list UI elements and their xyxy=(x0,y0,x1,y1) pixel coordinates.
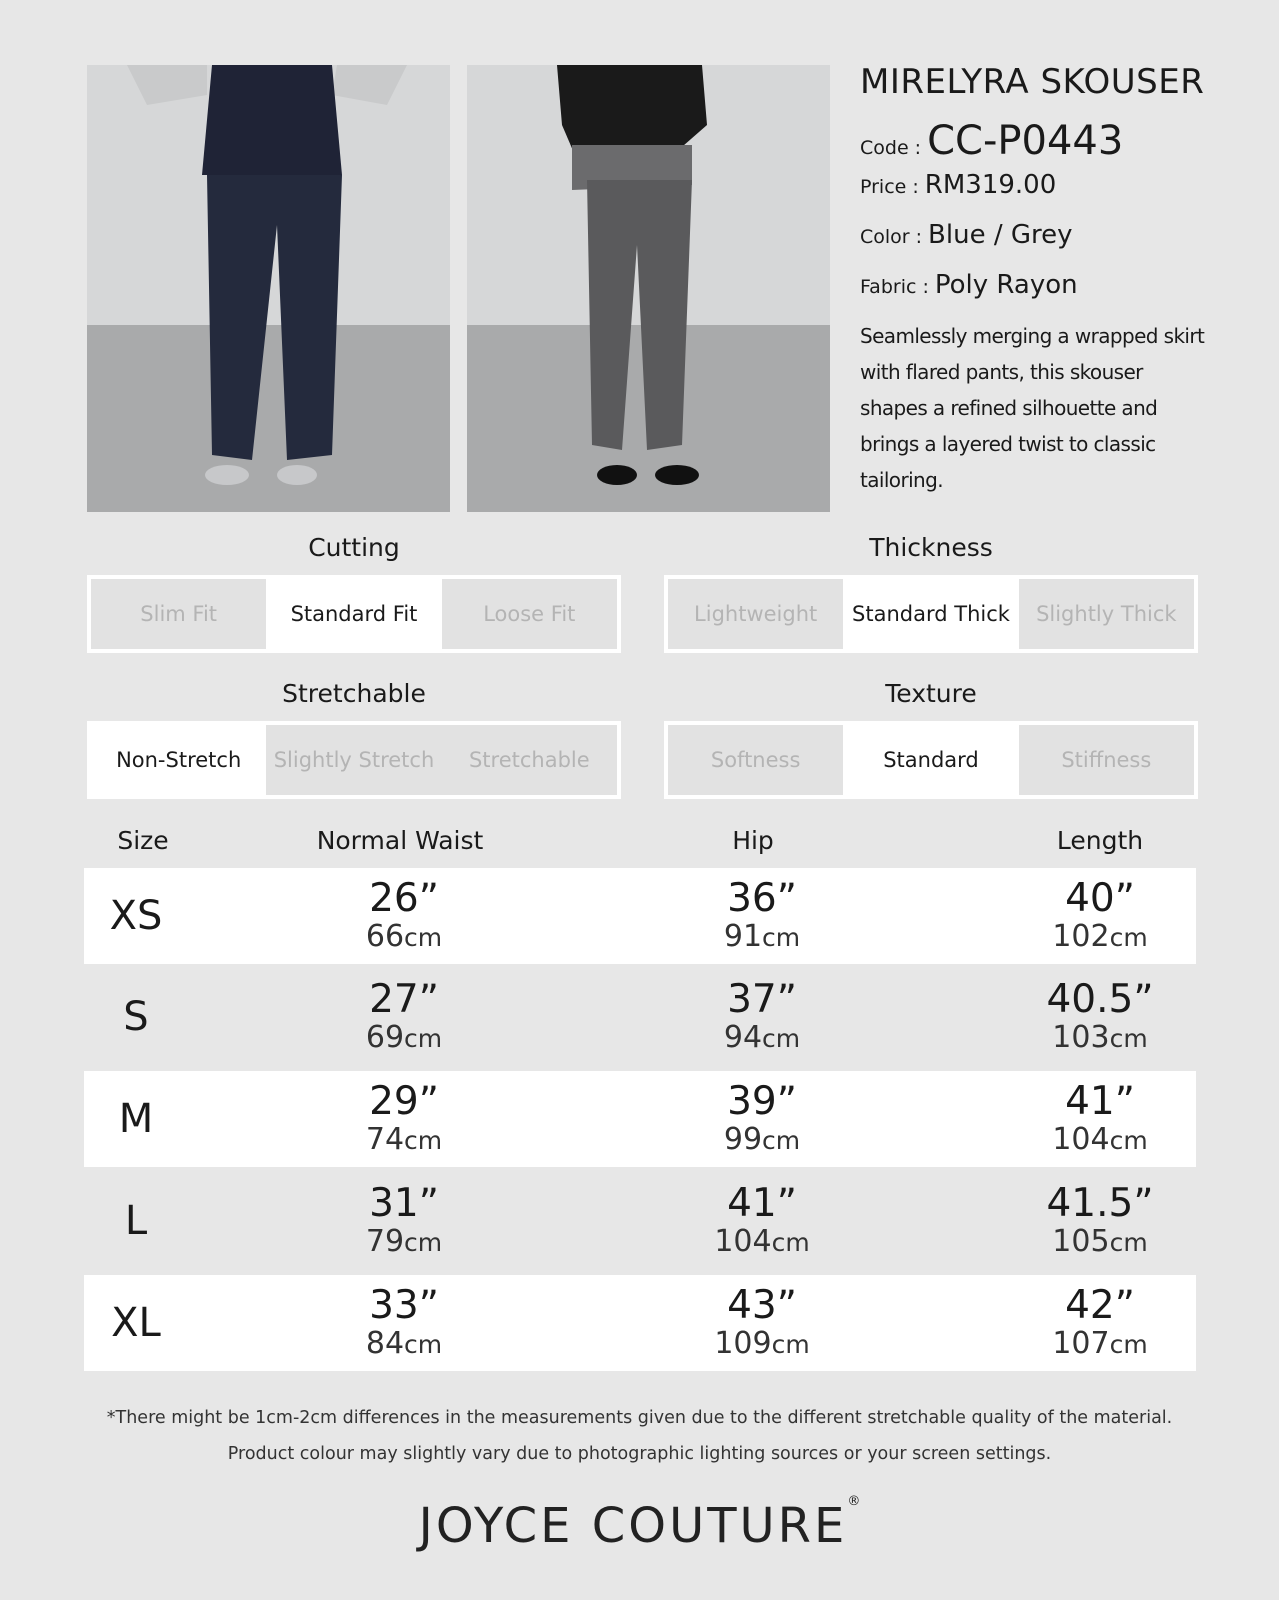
hip-cell xyxy=(714,1285,809,1362)
length-cm-value: 103 xyxy=(1052,1020,1110,1055)
product-code: CC-P0443 xyxy=(927,118,1124,164)
hip-cm-value: 104 xyxy=(714,1224,772,1259)
product-name: MIRELYRA SKOUSER xyxy=(860,62,1205,102)
waist-cell xyxy=(366,979,442,1056)
waist-cell xyxy=(366,1183,442,1260)
length-cm-value: 105 xyxy=(1052,1224,1110,1259)
waist-cm-value: 79 xyxy=(365,1224,405,1259)
waist-cm xyxy=(366,1225,442,1260)
length-cell xyxy=(1046,1183,1153,1260)
size-row xyxy=(84,1173,1196,1269)
waist-cm-value: 84 xyxy=(365,1326,405,1361)
hip-inches: 37” xyxy=(727,977,797,1022)
cm-unit: cm xyxy=(404,1330,443,1359)
length-cell xyxy=(1052,1285,1147,1362)
hip-cm-value: 91 xyxy=(723,919,763,954)
length-cm xyxy=(1052,1327,1147,1362)
hip-inches: 43” xyxy=(727,1283,797,1328)
colour-note: Product colour may slightly vary due to photographic lighting sources or your screen settings. xyxy=(227,1444,1052,1464)
size-label: XL xyxy=(111,1300,161,1346)
stretchable-option: Slightly Stretch xyxy=(266,725,441,795)
size-label: M xyxy=(118,1096,154,1142)
product-description: Seamlessly merging a wrapped skirt with flared pants, this skouser shapes a refined silhouette and brings a layered twist to classic tailoring. xyxy=(860,324,1205,492)
cutting-option: Loose Fit xyxy=(442,579,617,649)
waist-cm-value: 69 xyxy=(365,1020,405,1055)
price-label: Price : xyxy=(860,176,919,198)
cm-unit: cm xyxy=(762,1024,801,1053)
stretchable-title: Stretchable xyxy=(282,679,426,708)
size-row xyxy=(84,1071,1196,1167)
brand-logo xyxy=(0,1494,1279,1554)
hip-inches: 41” xyxy=(727,1181,797,1226)
cm-unit: cm xyxy=(771,1228,810,1257)
fabric-row xyxy=(860,270,1220,300)
hip-cm-value: 94 xyxy=(723,1020,763,1055)
cutting-title: Cutting xyxy=(308,533,400,562)
fabric-label: Fabric : xyxy=(860,276,929,298)
length-cm xyxy=(1046,1225,1153,1260)
length-inches: 41” xyxy=(1065,1079,1135,1124)
cm-unit: cm xyxy=(404,1126,443,1155)
color-value: Blue / Grey xyxy=(928,220,1073,250)
cm-unit: cm xyxy=(1109,923,1148,952)
hip-cm xyxy=(724,1123,800,1158)
waist-cm xyxy=(366,1021,442,1056)
cm-unit: cm xyxy=(1109,1024,1148,1053)
length-inches: 41.5” xyxy=(1046,1181,1154,1226)
length-inches: 40” xyxy=(1065,876,1135,921)
size-label: S xyxy=(123,994,149,1040)
texture-option: Stiffness xyxy=(1019,725,1194,795)
hip-inches: 36” xyxy=(727,876,797,921)
hip-cell xyxy=(714,1183,809,1260)
product-photo-blue xyxy=(87,65,450,512)
texture-selector xyxy=(664,721,1198,799)
hip-cm xyxy=(714,1225,809,1260)
waist-inches: 31” xyxy=(369,1181,439,1226)
product-code-row xyxy=(860,118,1220,164)
thickness-option: Slightly Thick xyxy=(1019,579,1194,649)
hip-cell xyxy=(724,979,800,1056)
cm-unit: cm xyxy=(1109,1330,1148,1359)
cutting-option: Standard Fit xyxy=(266,579,441,649)
thickness-title: Thickness xyxy=(869,533,993,562)
length-cm-value: 102 xyxy=(1052,919,1110,954)
length-inches: 42” xyxy=(1065,1283,1135,1328)
cm-unit: cm xyxy=(404,1228,443,1257)
waist-inches: 33” xyxy=(369,1283,439,1328)
length-cm xyxy=(1046,1021,1153,1056)
length-cell xyxy=(1046,979,1153,1056)
length-cm-value: 107 xyxy=(1052,1326,1110,1361)
length-cm xyxy=(1052,920,1147,955)
waist-cm xyxy=(366,1327,442,1362)
hip-cm xyxy=(714,1327,809,1362)
thickness-option: Standard Thick xyxy=(843,579,1018,649)
waist-cm-value: 66 xyxy=(365,919,405,954)
hip-cell xyxy=(724,1081,800,1158)
registered-mark: ® xyxy=(847,1494,861,1509)
hip-cm-value: 109 xyxy=(714,1326,772,1361)
size-row xyxy=(84,868,1196,964)
cutting-option: Slim Fit xyxy=(91,579,266,649)
size-label: XS xyxy=(109,893,163,939)
measurement-note: *There might be 1cm-2cm differences in the measurements given due to the different stretchable quality of the material. xyxy=(106,1408,1173,1428)
hip-header: Hip xyxy=(732,826,774,855)
stretchable-option: Non-Stretch xyxy=(91,725,266,795)
waist-inches: 29” xyxy=(369,1079,439,1124)
waist-cm-value: 74 xyxy=(365,1122,405,1157)
cutting-selector xyxy=(87,575,621,653)
waist-cell xyxy=(366,1081,442,1158)
length-cell xyxy=(1052,1081,1147,1158)
price-row xyxy=(860,170,1220,200)
hip-cm xyxy=(724,920,800,955)
length-cell xyxy=(1052,878,1147,955)
cm-unit: cm xyxy=(404,1024,443,1053)
fabric-value: Poly Rayon xyxy=(934,270,1078,300)
waist-cell xyxy=(366,878,442,955)
thickness-option: Lightweight xyxy=(668,579,843,649)
hip-inches: 39” xyxy=(727,1079,797,1124)
waist-header: Normal Waist xyxy=(316,826,484,855)
stretchable-option: Stretchable xyxy=(442,725,617,795)
texture-option: Softness xyxy=(668,725,843,795)
color-label: Color : xyxy=(860,226,923,248)
brand-name: JOYCE COUTURE xyxy=(418,1498,848,1554)
waist-inches: 27” xyxy=(369,977,439,1022)
size-label: L xyxy=(124,1198,148,1244)
waist-cell xyxy=(366,1285,442,1362)
product-photo-grey xyxy=(467,65,830,512)
waist-cm xyxy=(366,920,442,955)
cm-unit: cm xyxy=(1109,1228,1148,1257)
waist-cm xyxy=(366,1123,442,1158)
price-value: RM319.00 xyxy=(924,170,1057,200)
cm-unit: cm xyxy=(1109,1126,1148,1155)
hip-cm xyxy=(724,1021,800,1056)
hip-cell xyxy=(724,878,800,955)
length-inches: 40.5” xyxy=(1046,977,1154,1022)
length-header: Length xyxy=(1056,826,1144,855)
length-cm-value: 104 xyxy=(1052,1122,1110,1157)
cm-unit: cm xyxy=(404,923,443,952)
size-row xyxy=(84,1275,1196,1371)
size-row xyxy=(84,969,1196,1065)
product-info xyxy=(860,58,1220,498)
texture-title: Texture xyxy=(885,679,977,708)
cm-unit: cm xyxy=(771,1330,810,1359)
code-label: Code : xyxy=(860,137,922,159)
thickness-selector xyxy=(664,575,1198,653)
length-cm xyxy=(1052,1123,1147,1158)
texture-option: Standard xyxy=(843,725,1018,795)
waist-inches: 26” xyxy=(369,876,439,921)
color-row xyxy=(860,220,1220,250)
stretchable-selector xyxy=(87,721,621,799)
hip-cm-value: 99 xyxy=(723,1122,763,1157)
cm-unit: cm xyxy=(762,1126,801,1155)
cm-unit: cm xyxy=(762,923,801,952)
size-header: Size xyxy=(117,826,169,855)
